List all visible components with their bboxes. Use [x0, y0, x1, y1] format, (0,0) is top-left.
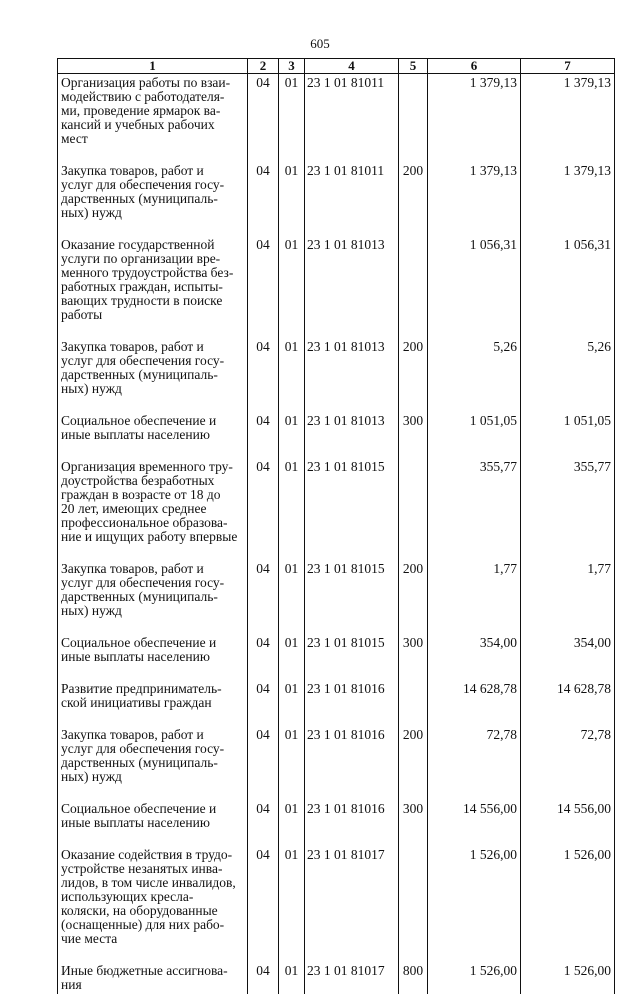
spacer-cell: [305, 666, 399, 680]
row-spacer: [58, 324, 615, 338]
spacer-cell: [58, 324, 248, 338]
cell-name: Социальное обеспечение и иные выплаты населению: [58, 634, 248, 666]
cell-amount-6: 1 056,31: [428, 236, 521, 324]
spacer-cell: [248, 546, 279, 560]
spacer-cell: [305, 324, 399, 338]
spacer-cell: [399, 398, 428, 412]
spacer-cell: [399, 666, 428, 680]
spacer-cell: [521, 712, 615, 726]
spacer-cell: [248, 712, 279, 726]
row-spacer: [58, 546, 615, 560]
spacer-cell: [428, 948, 521, 962]
cell-target-code: 23 1 01 81011: [305, 162, 399, 222]
cell-amount-7: 1 056,31: [521, 236, 615, 324]
cell-section: 04: [248, 162, 279, 222]
table-row: [58, 236, 615, 324]
spacer-cell: [521, 620, 615, 634]
spacer-cell: [399, 222, 428, 236]
header-row: [58, 59, 615, 74]
cell-target-code: 23 1 01 81013: [305, 412, 399, 444]
row-spacer: [58, 666, 615, 680]
col-header-5: 5: [399, 59, 428, 74]
cell-subsection: 01: [279, 846, 305, 948]
spacer-cell: [58, 444, 248, 458]
cell-section: 04: [248, 338, 279, 398]
cell-target-code: 23 1 01 81016: [305, 800, 399, 832]
cell-amount-6: 1,77: [428, 560, 521, 620]
spacer-cell: [305, 712, 399, 726]
spacer-cell: [248, 948, 279, 962]
cell-name: Иные бюджетные ассигнова- ния: [58, 962, 248, 994]
row-spacer: [58, 832, 615, 846]
cell-expense-type: [399, 236, 428, 324]
cell-subsection: 01: [279, 412, 305, 444]
cell-name: Организация работы по взаи- модействию с работодателя- ми, проведение ярмарок ва- кансий и учебных рабочих мест: [58, 74, 248, 149]
cell-name: Закупка товаров, работ и услуг для обеспечения госу- дарственных (муниципаль- ных) нужд: [58, 560, 248, 620]
spacer-cell: [305, 444, 399, 458]
spacer-cell: [399, 832, 428, 846]
spacer-cell: [305, 620, 399, 634]
spacer-cell: [58, 832, 248, 846]
spacer-cell: [521, 546, 615, 560]
cell-expense-type: 200: [399, 338, 428, 398]
cell-section: 04: [248, 680, 279, 712]
spacer-cell: [521, 832, 615, 846]
spacer-cell: [279, 712, 305, 726]
spacer-cell: [399, 620, 428, 634]
cell-subsection: 01: [279, 800, 305, 832]
cell-name: Организация временного тру- доустройства безработных граждан в возрасте от 18 до 20 лет, имеющих среднее профессиональное образова- ние и ищущих работу впервые: [58, 458, 248, 546]
table-row: [58, 458, 615, 546]
spacer-cell: [428, 222, 521, 236]
cell-amount-6: 1 379,13: [428, 162, 521, 222]
spacer-cell: [428, 148, 521, 162]
spacer-cell: [279, 324, 305, 338]
cell-amount-7: 355,77: [521, 458, 615, 546]
cell-target-code: 23 1 01 81013: [305, 236, 399, 324]
cell-expense-type: 200: [399, 162, 428, 222]
table-row: [58, 412, 615, 444]
cell-section: 04: [248, 458, 279, 546]
cell-subsection: 01: [279, 162, 305, 222]
spacer-cell: [399, 444, 428, 458]
spacer-cell: [521, 666, 615, 680]
table-row: [58, 962, 615, 994]
cell-target-code: 23 1 01 81017: [305, 846, 399, 948]
cell-name: Оказание государственной услуги по организации вре- менного трудоустройства без- работных граждан, испыты- вающих трудности в поиске работы: [58, 236, 248, 324]
cell-amount-7: 14 628,78: [521, 680, 615, 712]
table-row: [58, 74, 615, 149]
cell-amount-7: 5,26: [521, 338, 615, 398]
cell-amount-7: 1 526,00: [521, 846, 615, 948]
spacer-cell: [58, 666, 248, 680]
cell-subsection: 01: [279, 338, 305, 398]
cell-name: Закупка товаров, работ и услуг для обеспечения госу- дарственных (муниципаль- ных) нужд: [58, 162, 248, 222]
cell-section: 04: [248, 412, 279, 444]
table-row: [58, 846, 615, 948]
spacer-cell: [248, 222, 279, 236]
cell-amount-6: 1 526,00: [428, 962, 521, 994]
spacer-cell: [521, 398, 615, 412]
spacer-cell: [428, 620, 521, 634]
row-spacer: [58, 398, 615, 412]
spacer-cell: [58, 620, 248, 634]
spacer-cell: [279, 444, 305, 458]
spacer-cell: [305, 222, 399, 236]
cell-name: Закупка товаров, работ и услуг для обеспечения госу- дарственных (муниципаль- ных) нужд: [58, 726, 248, 786]
table-row: [58, 680, 615, 712]
spacer-cell: [279, 546, 305, 560]
cell-subsection: 01: [279, 458, 305, 546]
cell-amount-7: 1,77: [521, 560, 615, 620]
cell-amount-7: 1 526,00: [521, 962, 615, 994]
table-row: [58, 338, 615, 398]
spacer-cell: [58, 786, 248, 800]
cell-amount-6: 1 379,13: [428, 74, 521, 149]
col-header-1: 1: [58, 59, 248, 74]
spacer-cell: [279, 786, 305, 800]
spacer-cell: [279, 398, 305, 412]
spacer-cell: [248, 786, 279, 800]
page-number: 605: [0, 36, 640, 52]
cell-expense-type: 300: [399, 412, 428, 444]
cell-expense-type: [399, 680, 428, 712]
cell-expense-type: 800: [399, 962, 428, 994]
spacer-cell: [521, 148, 615, 162]
spacer-cell: [305, 786, 399, 800]
spacer-cell: [399, 324, 428, 338]
cell-target-code: 23 1 01 81015: [305, 458, 399, 546]
spacer-cell: [248, 324, 279, 338]
spacer-cell: [248, 148, 279, 162]
spacer-cell: [58, 148, 248, 162]
cell-amount-6: 14 556,00: [428, 800, 521, 832]
cell-subsection: 01: [279, 634, 305, 666]
cell-expense-type: [399, 846, 428, 948]
cell-amount-6: 1 051,05: [428, 412, 521, 444]
spacer-cell: [399, 546, 428, 560]
table-row: [58, 162, 615, 222]
cell-section: 04: [248, 560, 279, 620]
cell-expense-type: 200: [399, 560, 428, 620]
spacer-cell: [305, 148, 399, 162]
spacer-cell: [428, 444, 521, 458]
cell-subsection: 01: [279, 726, 305, 786]
spacer-cell: [399, 148, 428, 162]
spacer-cell: [521, 222, 615, 236]
cell-section: 04: [248, 74, 279, 149]
budget-table: [57, 58, 615, 994]
cell-amount-6: 5,26: [428, 338, 521, 398]
cell-expense-type: 300: [399, 800, 428, 832]
spacer-cell: [428, 324, 521, 338]
cell-section: 04: [248, 846, 279, 948]
spacer-cell: [428, 398, 521, 412]
row-spacer: [58, 948, 615, 962]
cell-amount-7: 1 379,13: [521, 74, 615, 149]
spacer-cell: [399, 712, 428, 726]
spacer-cell: [248, 620, 279, 634]
col-header-3: 3: [279, 59, 305, 74]
row-spacer: [58, 620, 615, 634]
spacer-cell: [58, 222, 248, 236]
spacer-cell: [428, 832, 521, 846]
row-spacer: [58, 712, 615, 726]
cell-amount-7: 354,00: [521, 634, 615, 666]
table-row: [58, 634, 615, 666]
cell-subsection: 01: [279, 680, 305, 712]
cell-section: 04: [248, 962, 279, 994]
cell-section: 04: [248, 236, 279, 324]
spacer-cell: [399, 948, 428, 962]
spacer-cell: [305, 398, 399, 412]
spacer-cell: [428, 786, 521, 800]
cell-amount-7: 1 379,13: [521, 162, 615, 222]
col-header-7: 7: [521, 59, 615, 74]
row-spacer: [58, 222, 615, 236]
col-header-4: 4: [305, 59, 399, 74]
cell-target-code: 23 1 01 81016: [305, 680, 399, 712]
cell-name: Оказание содействия в трудо- устройстве незанятых инва- лидов, в том числе инвалидов, использующих кресла- коляски, на оборудованные (оснащенные) для них рабо- чие места: [58, 846, 248, 948]
spacer-cell: [248, 444, 279, 458]
spacer-cell: [521, 948, 615, 962]
cell-subsection: 01: [279, 236, 305, 324]
cell-amount-6: 1 526,00: [428, 846, 521, 948]
cell-expense-type: [399, 458, 428, 546]
spacer-cell: [279, 666, 305, 680]
cell-subsection: 01: [279, 74, 305, 149]
row-spacer: [58, 444, 615, 458]
table-body: [58, 74, 615, 994]
cell-amount-6: 354,00: [428, 634, 521, 666]
row-spacer: [58, 786, 615, 800]
spacer-cell: [305, 832, 399, 846]
spacer-cell: [58, 948, 248, 962]
spacer-cell: [279, 948, 305, 962]
row-spacer: [58, 148, 615, 162]
cell-name: Развитие предприниматель- ской инициативы граждан: [58, 680, 248, 712]
cell-amount-6: 72,78: [428, 726, 521, 786]
cell-amount-7: 14 556,00: [521, 800, 615, 832]
spacer-cell: [279, 222, 305, 236]
spacer-cell: [58, 398, 248, 412]
cell-amount-6: 14 628,78: [428, 680, 521, 712]
cell-name: Социальное обеспечение и иные выплаты населению: [58, 412, 248, 444]
cell-target-code: 23 1 01 81016: [305, 726, 399, 786]
spacer-cell: [521, 444, 615, 458]
cell-amount-7: 1 051,05: [521, 412, 615, 444]
spacer-cell: [248, 666, 279, 680]
cell-target-code: 23 1 01 81011: [305, 74, 399, 149]
cell-target-code: 23 1 01 81015: [305, 560, 399, 620]
cell-section: 04: [248, 726, 279, 786]
spacer-cell: [521, 324, 615, 338]
spacer-cell: [58, 546, 248, 560]
cell-amount-7: 72,78: [521, 726, 615, 786]
spacer-cell: [248, 398, 279, 412]
spacer-cell: [428, 712, 521, 726]
cell-amount-6: 355,77: [428, 458, 521, 546]
spacer-cell: [399, 786, 428, 800]
spacer-cell: [248, 832, 279, 846]
spacer-cell: [279, 620, 305, 634]
spacer-cell: [279, 832, 305, 846]
spacer-cell: [428, 546, 521, 560]
cell-section: 04: [248, 800, 279, 832]
spacer-cell: [428, 666, 521, 680]
table-row: [58, 560, 615, 620]
cell-expense-type: 200: [399, 726, 428, 786]
table-row: [58, 726, 615, 786]
spacer-cell: [58, 712, 248, 726]
cell-target-code: 23 1 01 81015: [305, 634, 399, 666]
col-header-6: 6: [428, 59, 521, 74]
spacer-cell: [521, 786, 615, 800]
cell-expense-type: 300: [399, 634, 428, 666]
cell-name: Закупка товаров, работ и услуг для обеспечения госу- дарственных (муниципаль- ных) нужд: [58, 338, 248, 398]
table-row: [58, 800, 615, 832]
spacer-cell: [305, 546, 399, 560]
col-header-2: 2: [248, 59, 279, 74]
cell-subsection: 01: [279, 560, 305, 620]
cell-target-code: 23 1 01 81013: [305, 338, 399, 398]
spacer-cell: [279, 148, 305, 162]
cell-expense-type: [399, 74, 428, 149]
spacer-cell: [305, 948, 399, 962]
cell-target-code: 23 1 01 81017: [305, 962, 399, 994]
cell-subsection: 01: [279, 962, 305, 994]
cell-section: 04: [248, 634, 279, 666]
cell-name: Социальное обеспечение и иные выплаты населению: [58, 800, 248, 832]
